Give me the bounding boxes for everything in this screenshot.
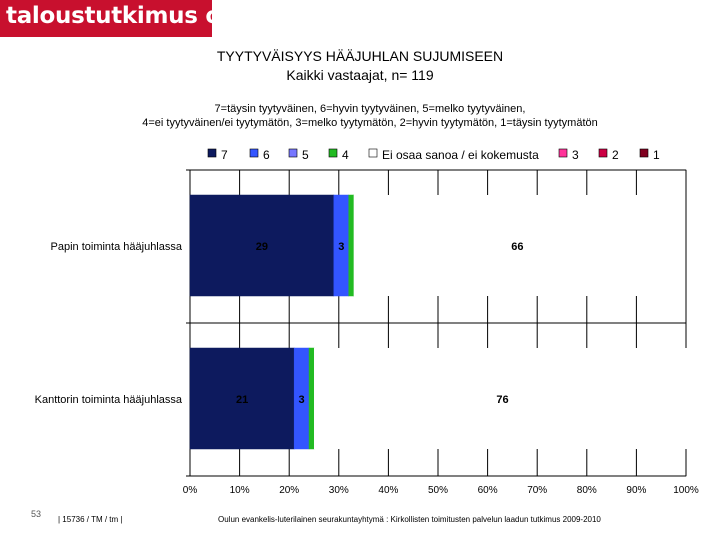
data-label: 21	[235, 394, 249, 406]
x-tick-label: 50%	[427, 485, 449, 496]
document-code: | 15736 / TM / tm |	[58, 515, 123, 524]
x-tick-label: 20%	[279, 485, 300, 496]
x-tick-label: 10%	[229, 485, 250, 496]
data-label: 3	[298, 394, 305, 406]
legend-swatch	[250, 149, 258, 157]
x-tick-label: 100%	[673, 485, 699, 496]
legend-label: 2	[612, 148, 619, 162]
legend-label: Ei osaa sanoa / ei kokemusta	[382, 148, 539, 162]
page-number: 53	[31, 509, 42, 519]
x-tick-label: 0%	[182, 485, 198, 496]
legend-swatch	[559, 149, 567, 157]
company-logo: taloustutkimus oy	[6, 3, 236, 29]
data-label: 76	[496, 394, 509, 406]
scale-description-line-1: 7=täysin tyytyväinen, 6=hyvin tyytyväinen, 5=melko tyytyväinen,	[214, 103, 526, 115]
source-footnote: Oulun evankelis-luterilainen seurakuntayhtymä : Kirkollisten toimitusten palvelun laadun tutkimus 2009-2010	[218, 515, 601, 524]
legend-swatch	[329, 149, 337, 157]
x-tick-label: 40%	[378, 485, 399, 496]
legend-swatch	[640, 149, 648, 157]
x-tick-label: 90%	[626, 485, 647, 496]
chart-title: TYYTYVÄISYYS HÄÄJUHLAN SUJUMISEEN	[216, 48, 504, 64]
legend-label: 6	[263, 148, 270, 162]
x-tick-label: 60%	[477, 485, 498, 496]
legend-swatch	[369, 149, 377, 157]
legend-swatch	[289, 149, 297, 157]
legend-label: 1	[653, 148, 660, 162]
legend-swatch	[208, 149, 216, 157]
data-label: 66	[511, 241, 524, 253]
category-label: Kanttorin toiminta hääjuhlassa	[34, 394, 182, 406]
data-label: 29	[255, 241, 269, 253]
x-tick-label: 70%	[527, 485, 548, 496]
legend-label: 4	[342, 148, 349, 162]
category-label: Papin toiminta hääjuhlassa	[50, 241, 182, 253]
legend-label: 5	[302, 148, 309, 162]
bar-segment	[309, 348, 314, 449]
x-tick-label: 30%	[328, 485, 349, 496]
data-label: 3	[338, 241, 345, 253]
chart-subtitle: Kaikki vastaajat, n= 119	[286, 67, 434, 83]
legend-label: 7	[221, 148, 228, 162]
legend-label: 3	[572, 148, 579, 162]
scale-description-line-2: 4=ei tyytyväinen/ei tyytymätön, 3=melko tyytymätön, 2=hyvin tyytymätön, 1=täysin tyytymätön	[142, 117, 598, 129]
x-tick-label: 80%	[576, 485, 597, 496]
legend-swatch	[599, 149, 607, 157]
bar-segment	[349, 195, 354, 296]
